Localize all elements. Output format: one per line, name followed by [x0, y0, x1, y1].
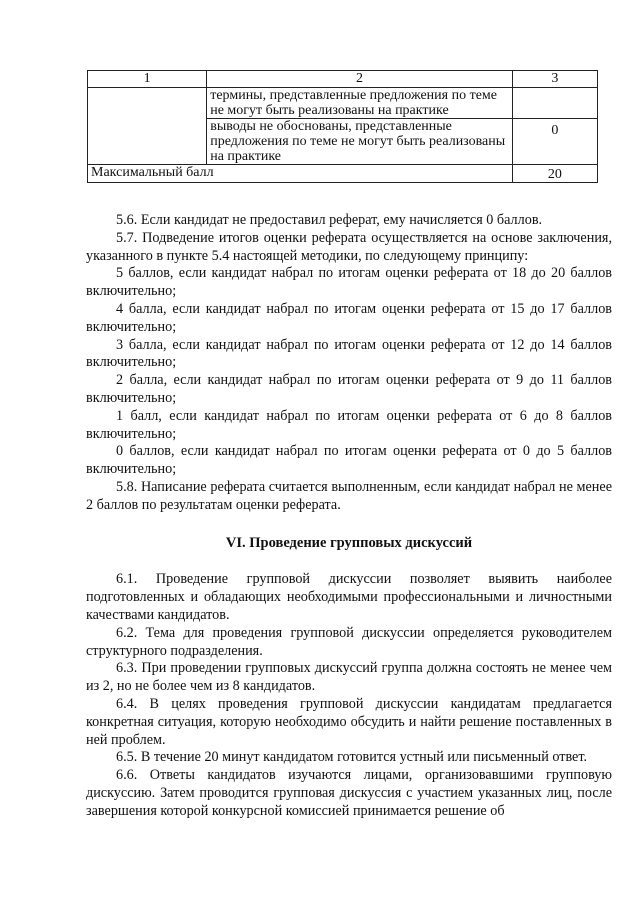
- scoring-table: [87, 70, 598, 183]
- paragraph-6-5: 6.5. В течение 20 минут кандидатом готовится устный или письменный ответ.: [116, 749, 588, 766]
- table-header-row: [88, 71, 598, 88]
- table-cell-score: [512, 88, 597, 119]
- paragraph-6-6: 6.6. Ответы кандидатов изучаются лицами, организовавшими групповую дискуссию. Затем проводится групповая дискуссия с участием указанных лиц, после завершения которой конкурсной комиссией принимается решение об: [86, 767, 612, 819]
- score-rule-1: 1 балл, если кандидат набрал по итогам оценки реферата от 6 до 8 баллов включительно;: [86, 407, 612, 442]
- table-cell-description: термины, представленные предложения по теме не могут быть реализованы на практике: [207, 88, 513, 119]
- table-header-cell: 3: [512, 71, 597, 88]
- max-score-value: 20: [512, 165, 597, 183]
- table-cell-score: 0: [512, 119, 597, 165]
- score-rule-2: 2 балла, если кандидат набрал по итогам оценки реферата от 9 до 11 баллов включительно;: [86, 372, 612, 406]
- table-cell-criterion: [88, 88, 207, 165]
- table-header-cell: 2: [207, 71, 513, 88]
- table-row: [88, 88, 598, 119]
- paragraph-5-7: 5.7. Подведение итогов оценки реферата осуществляется на основе заключения, указанного в пункте 5.4 настоящей методики, по следующему принципу:: [86, 229, 612, 264]
- paragraph-6-2: 6.2. Тема для проведения групповой дискуссии определяется руководителем структурного подразделения.: [86, 624, 612, 659]
- paragraph-6-4: 6.4. В целях проведения групповой дискуссии кандидатам предлагается конкретная ситуация, которую необходимо обсудить и найти решение поставленных в ней проблем.: [86, 695, 612, 748]
- paragraph-5-6: 5.6. Если кандидат не предоставил реферат, ему начисляется 0 баллов.: [116, 212, 543, 228]
- score-rule-3: 3 балла, если кандидат набрал по итогам оценки реферата от 12 до 14 баллов включительно;: [86, 336, 612, 371]
- max-score-label: Максимальный балл: [88, 165, 513, 183]
- table-header-cell: 1: [88, 71, 207, 88]
- section-heading: VI. Проведение групповых дискуссий: [225, 534, 473, 551]
- document-body: [86, 212, 612, 821]
- paragraph-6-3: 6.3. При проведении групповых дискуссий группа должна состоять не менее чем из 2, но не более чем из 8 кандидатов.: [86, 660, 612, 695]
- score-rule-4: 4 балла, если кандидат набрал по итогам оценки реферата от 15 до 17 баллов включительно;: [86, 300, 612, 335]
- table-cell-description: выводы не обоснованы, представленные предложения по теме не могут быть реализованы на практике: [207, 119, 513, 165]
- score-rule-0: 0 баллов, если кандидат набрал по итогам оценки реферата от 0 до 5 баллов включительно;: [86, 443, 612, 478]
- paragraph-6-1: 6.1. Проведение групповой дискуссии позволяет выявить наиболее подготовленных и обладающих необходимыми профессиональными и личностными качествами кандидатов.: [86, 571, 612, 623]
- table-max-row: [88, 165, 598, 183]
- score-rule-5: 5 баллов, если кандидат набрал по итогам оценки реферата от 18 до 20 баллов включительно;: [86, 265, 612, 300]
- paragraph-5-8: 5.8. Написание реферата считается выполненным, если кандидат набрал не менее 2 баллов по результатам оценки реферата.: [86, 478, 612, 513]
